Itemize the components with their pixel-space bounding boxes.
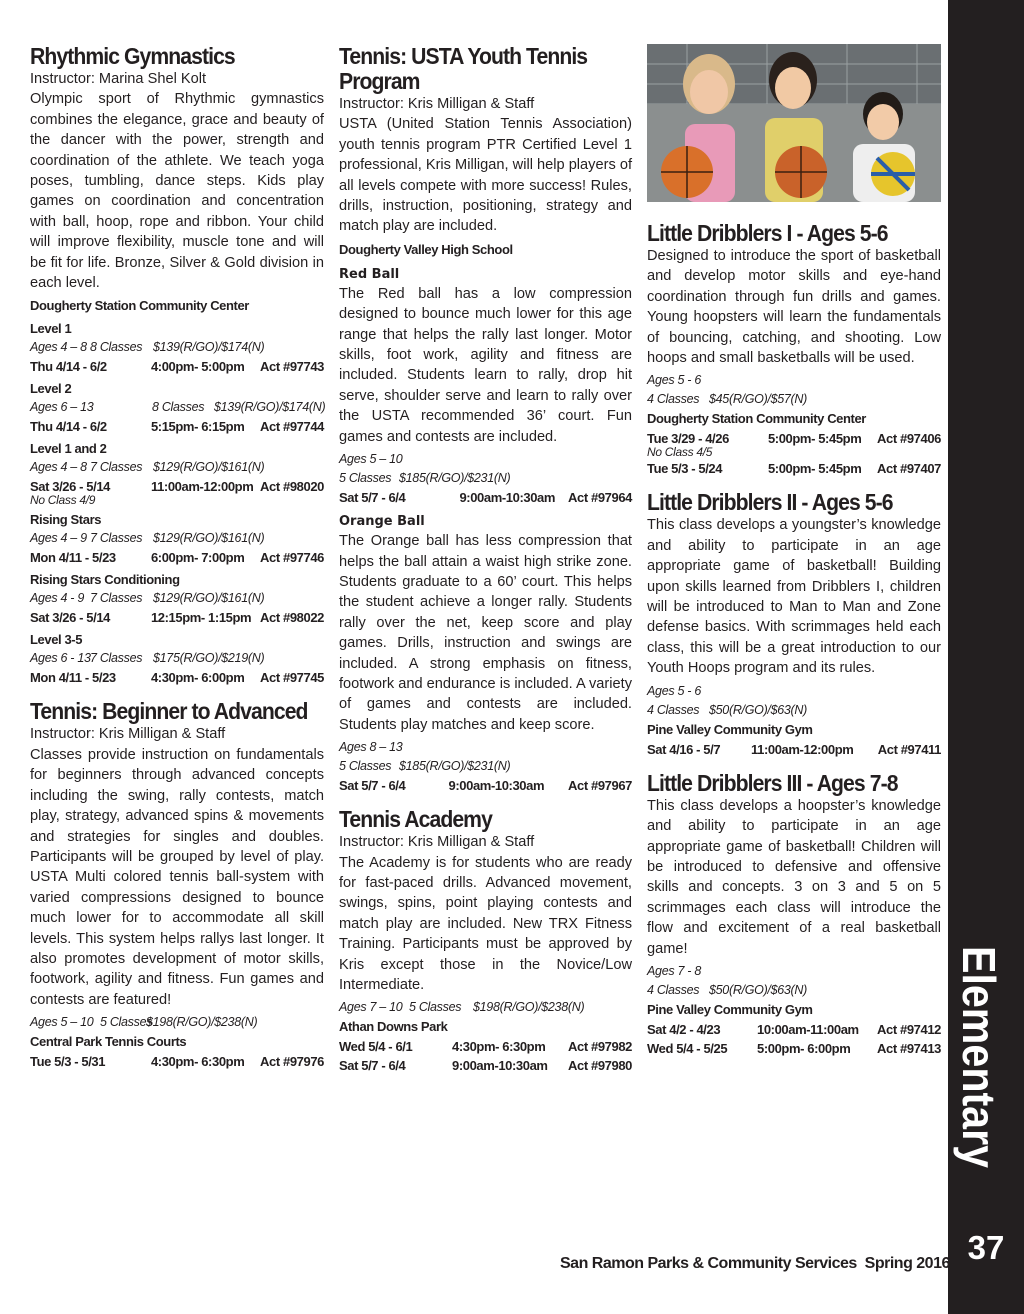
dribblers1-description: Designed to introduce the sport of basketball and develop motor skills and eye-hand coordination through fun drills and games. Young hoopsters will learn the fundamentals of bouncing, catching, and shooting. Low hoops and small basketballs will be used. (647, 248, 941, 367)
usta-title: Tennis: USTA Youth Tennis Program (339, 43, 588, 94)
section-label-text: Elementary (953, 946, 1005, 1195)
dribblers2-description: This class develops a youngster’s knowledge and ability to participate in an age appropriate game of basketball! Building upon skills learned from Dribblers I, children will be introduced to Man to Man and Zone defense basics. With scrimmages held each class, this will be a great introduction to our Youth Hoops program and its rules. (647, 517, 941, 677)
dribblers2-title: Little Dribblers II - Ages 5-6 (647, 489, 893, 516)
rhythmic-level (30, 571, 324, 627)
level-schedule: Mon 4/11 - 5/23 6:00pm- 7:00pm Act #97746 (30, 550, 324, 566)
kids-basketball-photo (647, 44, 941, 202)
rhythmic-level (30, 440, 324, 507)
tennis-beginner-title: Tennis: Beginner to Advanced (30, 698, 308, 725)
rhythmic-description: Olympic sport of Rhythmic gymnastics combines the elegance, grace and beauty of the dancer with the power, strength and coordination of the athlete. We teach yoga poses, tumbling, dance steps. Kids play games on coordination and concentration with ball, hoop, rope and ribbon. Your child will improve flexibility, muscle tone and will be fit for life. Bronze, Silver & Gold division in each level. (30, 91, 324, 292)
footer-season: Spring 2016 (864, 1255, 950, 1272)
dribblers2-schedule: Sat 4/16 - 5/7 11:00am-12:00pm Act #97411 (647, 741, 941, 757)
orange-ball-description: The Orange ball has less compression that helps the ball attain a waist high strike zone. Students graduate to a 60’ court. This helps the student achieve a longer rally. Students rally over the net, keep score and play games. Drills, instruction and swings are included. A strong emphasis on fitness, footwork and endurance is included. A variety of games and contests are included. Students play matches and keep score. (339, 533, 632, 733)
orange-ball-title: Orange Ball (339, 514, 425, 530)
dribblers3-fee: 4 Classes $50(R/GO)/$63(N) (647, 982, 808, 997)
level-schedule: Thu 4/14 - 6/2 5:15pm- 6:15pm Act #97744 (30, 419, 324, 435)
dribblers1-title: Little Dribblers I - Ages 5-6 (647, 220, 888, 246)
rhythmic-level (30, 631, 324, 687)
academy-schedule: Wed 5/4 - 6/1 4:30pm- 6:30pm Act #97982 (339, 1039, 632, 1055)
level-meta: Ages 4 - 9 7 Classes $129(R/GO)/$161(N) (30, 591, 265, 606)
tennis-beginner-schedule: Tue 5/3 - 5/31 4:30pm- 6:30pm Act #97976 (30, 1054, 324, 1070)
level-name: Level 1 (30, 321, 72, 337)
dribblers1-schedule: Tue 3/29 - 4/26 5:00pm- 5:45pm Act #97406 (647, 431, 941, 447)
level-name: Level 2 (30, 381, 72, 397)
orange-ball-fee: 5 Classes $185(R/GO)/$231(N) (339, 759, 511, 774)
rhythmic-title: Rhythmic Gymnastics (30, 43, 235, 69)
red-ball-title: Red Ball (339, 266, 400, 282)
level-meta: Ages 4 – 8 8 Classes $139(R/GO)/$174(N) (30, 340, 265, 355)
academy-description: The Academy is for students who are ready for fast-paced drills. Advanced movement, swings, spins, point playing contests and match play are included. New TRX Fitness Training. Participants must be approved by Kris except those in the Novice/Low Intermediate. (339, 854, 632, 993)
level-schedule: Mon 4/11 - 5/23 4:30pm- 6:00pm Act #97745 (30, 670, 324, 686)
tennis-beginner-location: Central Park Tennis Courts (30, 1034, 187, 1050)
column-1 (30, 44, 324, 1071)
level-meta: Ages 4 – 8 7 Classes $129(R/GO)/$161(N) (30, 460, 265, 475)
academy-title: Tennis Academy (339, 806, 492, 833)
orange-ball-meta: Ages 8 – 13 (339, 740, 403, 755)
academy-instructor: Instructor: Kris Milligan & Staff (339, 834, 535, 851)
rhythmic-instructor: Instructor: Marina Shel Kolt (30, 71, 207, 87)
dribblers3-location: Pine Valley Community Gym (647, 1001, 813, 1017)
tennis-beginner-instructor: Instructor: Kris Milligan & Staff (30, 726, 226, 743)
dribblers3-ages: Ages 7 - 8 (647, 963, 701, 978)
column-3 (647, 44, 941, 1058)
dribblers3-schedule: Sat 4/2 - 4/23 10:00am-11:00am Act #97412 (647, 1021, 941, 1037)
dribblers1-ages: Ages 5 - 6 (647, 373, 701, 388)
red-ball-schedule: Sat 5/7 - 6/4 9:00am-10:30am Act #97964 (339, 490, 632, 506)
dribblers3-schedule: Wed 5/4 - 5/25 5:00pm- 6:00pm Act #97413 (647, 1040, 941, 1056)
usta-location: Dougherty Valley High School (339, 241, 513, 257)
level-schedule: Thu 4/14 - 6/2 4:00pm- 5:00pm Act #97743 (30, 359, 324, 375)
academy-schedule: Sat 5/7 - 6/4 9:00am-10:30am Act #97980 (339, 1058, 632, 1074)
rhythmic-level (30, 380, 324, 436)
page-number: 37 (967, 1229, 1005, 1266)
level-meta: Ages 6 – 13 8 Classes $139(R/GO)/$174(N) (30, 400, 326, 415)
section-label (953, 946, 1005, 1195)
dribblers3-description: This class develops a hoopster’s knowledge and ability to participate in an age appropriate game of basketball! Children will be introduced to defensive and offensive skills and concepts. 3 on 3 and 5 on 5 scrimmages each class will introduce the flow and excitement of a real basketball game! (647, 797, 941, 957)
dribblers1-fee: 4 Classes $45(R/GO)/$57(N) (647, 392, 808, 407)
footer-org: San Ramon Parks & Community Services (560, 1255, 857, 1272)
dribblers3-title: Little Dribblers III - Ages 7-8 (647, 769, 898, 796)
tennis-beginner-description: Classes provide instruction on fundamentals for beginners through advanced concepts including the swing, rally contests, match play, strategy, advanced spins & movements and strategies for singles and doubles. Participants will be grouped by level of play. USTA Multi colored tennis ball-system with varied compressions designed to bounce much lower for to accommodate all skill levels. This system helps rallys last longer. It also promotes development of motor skills, footwork, agility and fitness. Fun games and contests are featured! (30, 746, 324, 1008)
rhythmic-location: Dougherty Station Community Center (30, 298, 249, 314)
level-meta: Ages 6 - 137 Classes $175(R/GO)/$219(N) (30, 651, 265, 666)
level-name: Level 1 and 2 (30, 441, 107, 457)
rhythmic-level (30, 320, 324, 376)
dribblers2-fee: 4 Classes $50(R/GO)/$63(N) (647, 702, 808, 717)
academy-meta: Ages 7 – 10 5 Classes $198(R/GO)/$238(N) (339, 1000, 585, 1015)
tennis-beginner-meta: Ages 5 – 10 5 Classes$198(R/GO)/$238(N) (30, 1015, 258, 1030)
academy-location: Athan Downs Park (339, 1019, 448, 1035)
rhythmic-level (30, 511, 324, 567)
usta-instructor: Instructor: Kris Milligan & Staff (339, 96, 535, 112)
level-name: Rising Stars Conditioning (30, 572, 180, 588)
dribblers1-location: Dougherty Station Community Center (647, 411, 866, 427)
dribblers1-note: No Class 4/5 (647, 445, 713, 460)
level-name: Level 3-5 (30, 632, 83, 648)
red-ball-meta: Ages 5 – 10 (339, 452, 403, 467)
red-ball-description: The Red ball has a low compression designed to bounce much lower for this age range that helps the rally last longer. Motor skills, foot work, agility and fitness are included. Students learn to rally, drop hit serve, shoulder serve and learn to rally over the USTA recommended 36’ court. Fun games and contests are included. (339, 285, 632, 445)
level-meta: Ages 4 – 9 7 Classes $129(R/GO)/$161(N) (30, 531, 265, 546)
orange-ball-schedule: Sat 5/7 - 6/4 9:00am-10:30am Act #97967 (339, 778, 632, 794)
usta-description: USTA (United Station Tennis Association) youth tennis program PTR Certified Level 1 professional, Kris Milligan, will help players of all levels compete with more success! Rules, drills, instruction, positioning, strategy and match play are included. (339, 116, 632, 235)
dribblers1-schedule: Tue 5/3 - 5/24 5:00pm- 5:45pm Act #97407 (647, 461, 941, 477)
level-schedule: Sat 3/26 - 5/14 11:00am-12:00pm Act #98020 (30, 479, 324, 495)
level-name: Rising Stars (30, 512, 102, 528)
dribblers2-ages: Ages 5 - 6 (647, 683, 701, 698)
level-note: No Class 4/9 (30, 493, 96, 508)
footer (560, 1254, 950, 1274)
dribblers2-location: Pine Valley Community Gym (647, 721, 813, 737)
column-2 (339, 44, 632, 1075)
level-schedule: Sat 3/26 - 5/14 12:15pm- 1:15pm Act #98022 (30, 610, 324, 626)
red-ball-fee: 5 Classes $185(R/GO)/$231(N) (339, 471, 511, 486)
